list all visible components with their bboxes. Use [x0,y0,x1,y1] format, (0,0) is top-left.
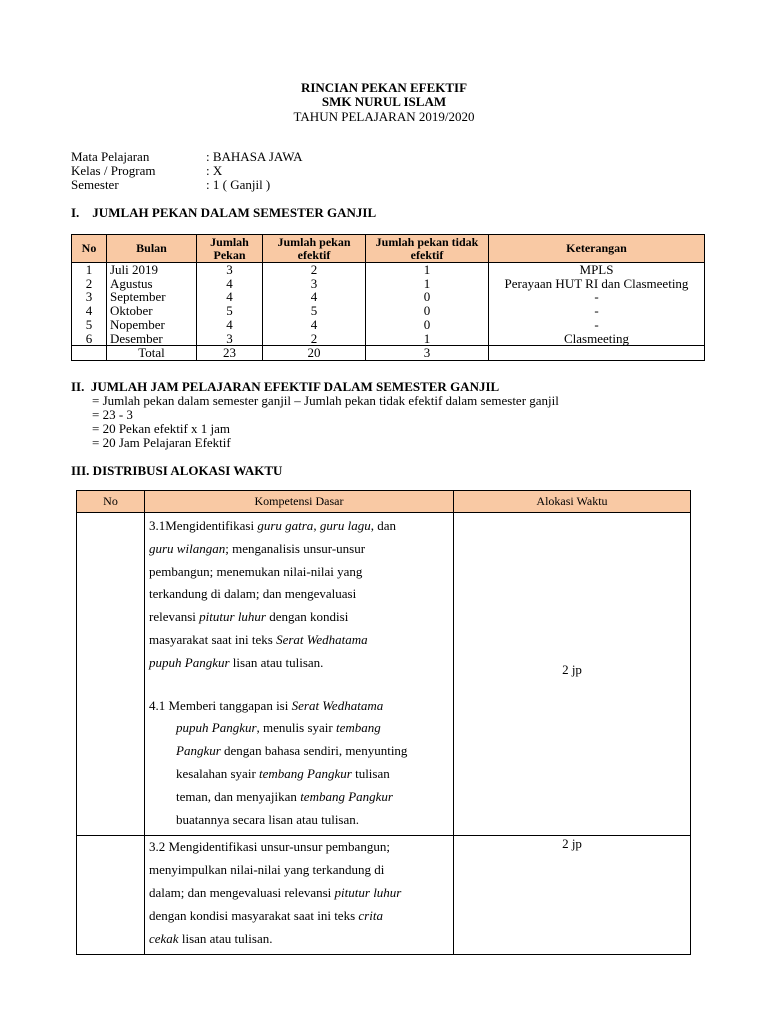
section3-title: III. DISTRIBUSI ALOKASI WAKTU [71,463,283,478]
cell-tidak-efektif: 0 [366,318,489,332]
allocation-table [76,490,691,955]
cell-total-keterangan [489,346,705,361]
cell-no: 3 [72,290,107,304]
cell-no: 5 [72,318,107,332]
cell-total-tidak-efektif: 3 [366,346,489,361]
cell-total-label: Total [107,346,197,361]
cell-keterangan: - [489,290,705,304]
table-row [72,332,705,346]
table-row [72,263,705,277]
cell-keterangan: Perayaan HUT RI dan Clasmeeting [489,277,705,291]
col-header-no: No [77,491,145,513]
cell-bulan: Desember [107,332,197,346]
cell-bulan: Juli 2019 [107,263,197,277]
cell-no: 4 [72,304,107,318]
col-header-alokasi: Alokasi Waktu [454,491,691,513]
info-value-class: : X [206,163,223,178]
cell-bulan: Agustus [107,277,197,291]
cell-tidak-efektif: 1 [366,332,489,346]
cell-tidak-efektif: 0 [366,304,489,318]
cell-jumlah: 5 [197,304,263,318]
cell-bulan: Oktober [107,304,197,318]
calc-line-4: = 20 Jam Pelajaran Efektif [92,435,231,450]
cell-no [77,836,145,955]
doc-title: RINCIAN PEKAN EFEKTIF [300,80,468,95]
col-header-kompetensi: Kompetensi Dasar [145,491,454,513]
col-header-no: No [72,235,107,263]
cell-jumlah: 3 [197,332,263,346]
cell-tidak-efektif: 1 [366,263,489,277]
section2-title: II. JUMLAH JAM PELAJARAN EFEKTIF DALAM SEMESTER GANJIL [71,379,500,394]
info-label-class: Kelas / Program [71,163,156,178]
table-row [77,513,691,836]
cell-total-jumlah: 23 [197,346,263,361]
table-row [72,318,705,332]
info-label-subject: Mata Pelajaran [71,149,150,164]
weeks-table [71,234,705,361]
cell-efektif: 3 [263,277,366,291]
col-header-jumlah-pekan: Jumlah Pekan [197,235,263,263]
cell-efektif: 4 [263,318,366,332]
table-row [72,304,705,318]
cell-no: 1 [72,263,107,277]
info-value-semester: : 1 ( Ganjil ) [206,177,271,192]
cell-no: 6 [72,332,107,346]
cell-keterangan: - [489,304,705,318]
cell-jumlah: 4 [197,290,263,304]
table-row [72,290,705,304]
col-header-pekan-tidak-efektif: Jumlah pekan tidak efektif [366,235,489,263]
cell-kompetensi [145,836,454,955]
school-name: SMK NURUL ISLAM [321,94,447,109]
kd-3-1: 3.1Mengidentifikasi guru gatra, guru lagu, dan guru wilangan; menganalisis unsur-unsur pembangun; menemukan nilai-nilai yang terkandung di dalam; dan mengevaluasi relevansi pitutur luhur dengan kondisi masyarakat saat ini teks Serat Wedhatama pupuh Pangkur lisan atau tulisan. [149,518,397,670]
col-header-keterangan: Keterangan [489,235,705,263]
calc-line-1: = Jumlah pekan dalam semester ganjil – Jumlah pekan tidak efektif dalam semester ganjil [92,393,559,408]
cell-bulan: September [107,290,197,304]
cell-bulan: Nopember [107,318,197,332]
kd-3-2: 3.2 Mengidentifikasi unsur-unsur pembangun; menyimpulkan nilai-nilai yang terkandung di dalam; dan mengevaluasi relevansi pitutur luhur dengan kondisi masyarakat saat ini teks crita cekak lisan atau tulisan. [149,839,402,946]
cell-efektif: 4 [263,290,366,304]
table-row [72,277,705,291]
cell-efektif: 5 [263,304,366,318]
table-row [77,836,691,955]
info-value-subject: : BAHASA JAWA [206,149,303,164]
section1-title: I. JUMLAH PEKAN DALAM SEMESTER GANJIL [71,205,377,220]
cell-efektif: 2 [263,332,366,346]
kd-4-1: 4.1 Memberi tanggapan isi Serat Wedhatama pupuh Pangkur, menulis syair tembang Pangkur dengan bahasa sendiri, menyunting kesalahan syair tembang Pangkur tulisan teman, dan menyajikan tembang Pangkur buatannya secara lisan atau tulisan. [149,697,408,827]
academic-year: TAHUN PELAJARAN 2019/2020 [293,109,475,124]
col-header-pekan-efektif: Jumlah pekan efektif [263,235,366,263]
cell-no: 2 [72,277,107,291]
cell-efektif: 2 [263,263,366,277]
cell-jumlah: 3 [197,263,263,277]
cell-tidak-efektif: 1 [366,277,489,291]
total-row [72,346,705,361]
calc-line-2: = 23 - 3 [92,407,133,422]
cell-kompetensi [145,513,454,836]
cell-total-efektif: 20 [263,346,366,361]
cell-keterangan: Clasmeeting [489,332,705,346]
col-header-bulan: Bulan [107,235,197,263]
cell-tidak-efektif: 0 [366,290,489,304]
cell-keterangan: - [489,318,705,332]
cell-alokasi: 2 jp [454,513,691,836]
cell-jumlah: 4 [197,318,263,332]
cell-jumlah: 4 [197,277,263,291]
cell-total-blank [72,346,107,361]
cell-keterangan: MPLS [489,263,705,277]
info-label-semester: Semester [71,177,119,192]
cell-no [77,513,145,836]
cell-alokasi: 2 jp [454,836,691,955]
calc-line-3: = 20 Pekan efektif x 1 jam [92,421,231,436]
